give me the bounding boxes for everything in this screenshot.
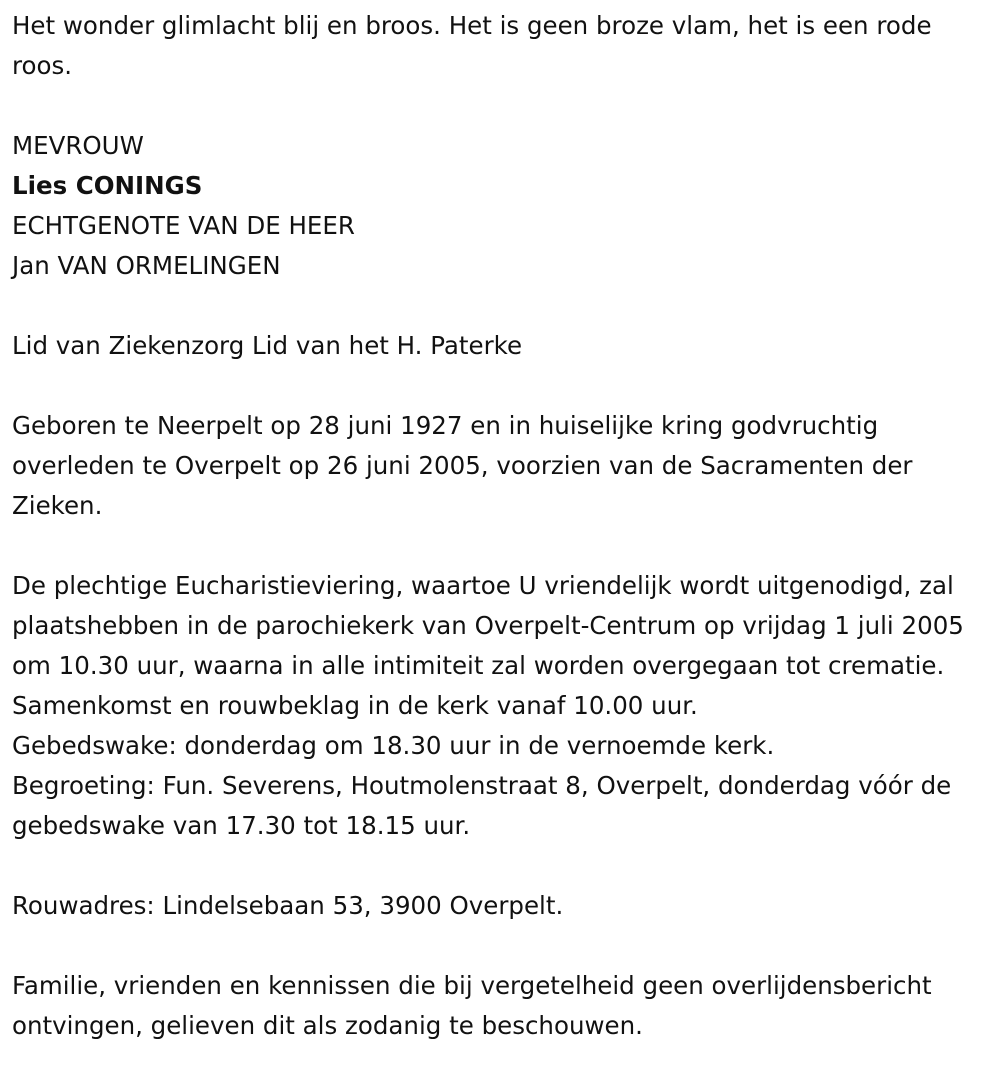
greeting-line: Begroeting: Fun. Severens, Houtmolenstraat 8, Overpelt, donderdag vóór de gebedswake van 17.30 tot 18.15 uur. [12,771,952,840]
spacer [12,926,992,966]
relation-line: ECHTGENOTE VAN DE HEER [12,211,355,240]
opening-quote: Het wonder glimlacht blij en broos. Het is geen broze vlam, het is een rode roos. [12,11,932,80]
spacer [12,846,992,886]
obituary-document [12,6,992,1046]
birth-death-paragraph: Geboren te Neerpelt op 28 juni 1927 en in huiselijke kring godvruchtig overleden te Overpelt op 26 juni 2005, voorzien van de Sacramenten der Zieken. [12,411,913,520]
mourning-address: Rouwadres: Lindelsebaan 53, 3900 Overpelt. [12,891,564,920]
service-paragraph: De plechtige Eucharistieviering, waartoe U vriendelijk wordt uitgenodigd, zal plaatshebben in de parochiekerk van Overpelt-Centrum op vrijdag 1 juli 2005 om 10.30 uur, waarna in alle intimiteit zal worden overgegaan tot crematie. Samenkomst en rouwbeklag in de kerk vanaf 10.00 uur. [12,571,964,720]
closing-paragraph: Familie, vrienden en kennissen die bij vergetelheid geen overlijdensbericht ontvingen, gelieven dit als zodanig te beschouwen. [12,971,932,1040]
memberships: Lid van Ziekenzorg Lid van het H. Paterke [12,331,523,360]
title-line: MEVROUW [12,131,144,160]
spacer [12,286,992,326]
spouse-name: Jan VAN ORMELINGEN [12,251,281,280]
spacer [12,366,992,406]
deceased-name: Lies CONINGS [12,171,203,200]
spacer [12,526,992,566]
spacer [12,86,992,126]
prayer-vigil-line: Gebedswake: donderdag om 18.30 uur in de vernoemde kerk. [12,731,775,760]
